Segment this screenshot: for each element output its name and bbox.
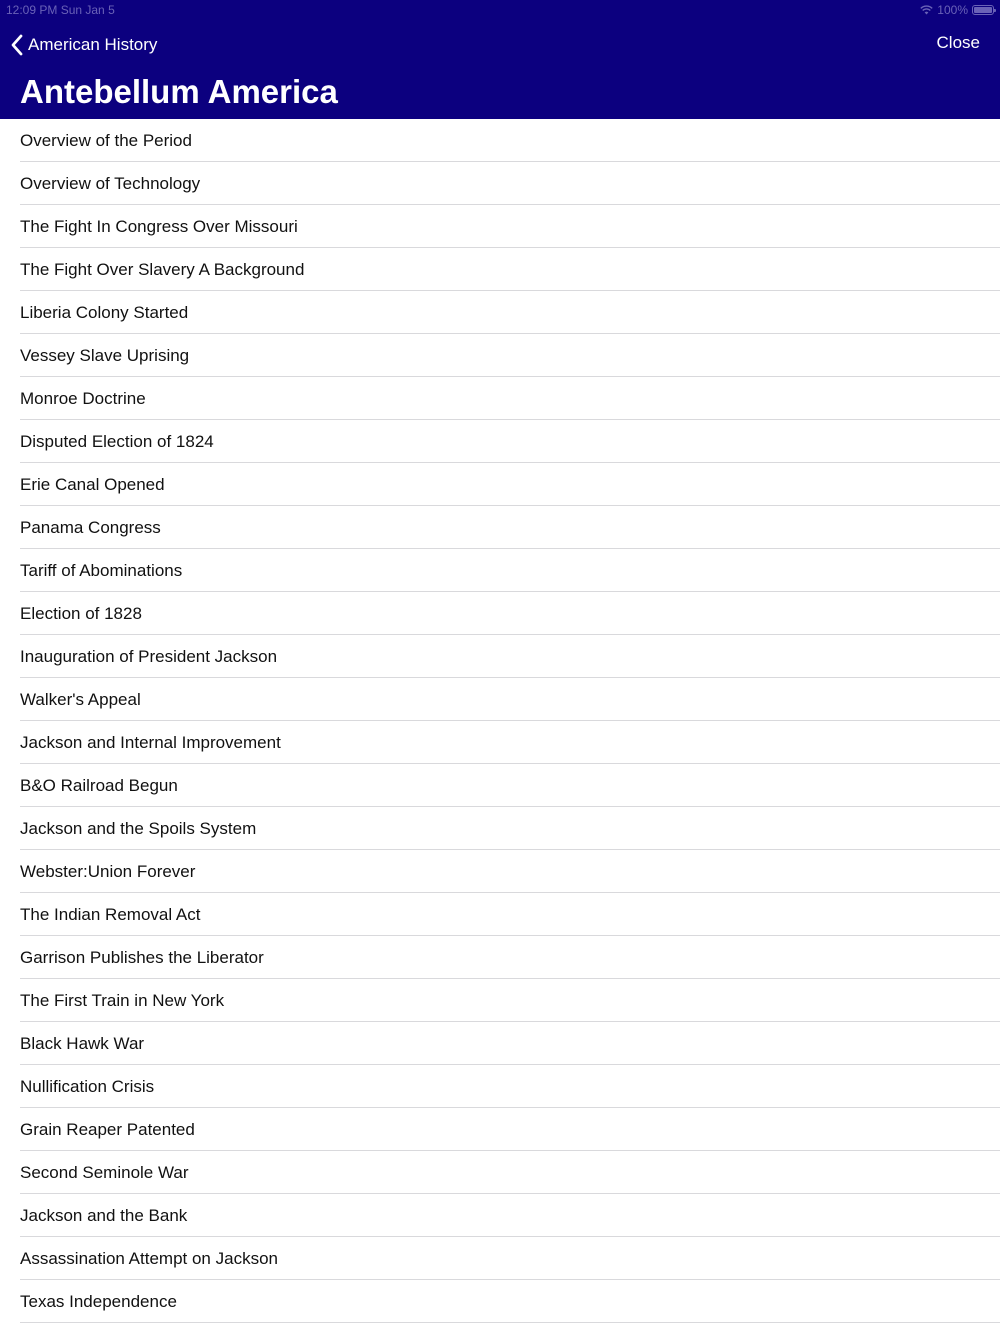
list-item-label: The First Train in New York <box>20 991 225 1010</box>
chevron-left-icon <box>10 34 24 56</box>
list-item[interactable] <box>0 377 1000 420</box>
list-item[interactable] <box>0 721 1000 764</box>
list-item-label: The Indian Removal Act <box>20 905 201 924</box>
list-item-label: Texas Independence <box>20 1292 177 1311</box>
list-item[interactable] <box>0 936 1000 979</box>
list-item-label: The Fight Over Slavery A Background <box>20 260 305 279</box>
status-indicators <box>920 3 994 17</box>
list-item-label: Jackson and Internal Improvement <box>20 733 281 752</box>
list-item[interactable] <box>0 979 1000 1022</box>
list-item-label: Election of 1828 <box>20 604 142 623</box>
list-item-label: Monroe Doctrine <box>20 389 146 408</box>
list-item-label: Overview of the Period <box>20 131 192 150</box>
list-item-label: Webster:Union Forever <box>20 862 196 881</box>
list-item-label: Vessey Slave Uprising <box>20 346 190 365</box>
list-item[interactable] <box>0 1194 1000 1237</box>
list-item[interactable] <box>0 549 1000 592</box>
list-item[interactable] <box>0 420 1000 463</box>
list-item-label: Grain Reaper Patented <box>20 1120 195 1139</box>
list-item-label: The Fight In Congress Over Missouri <box>20 217 298 236</box>
list-item[interactable] <box>0 635 1000 678</box>
list-item[interactable] <box>0 248 1000 291</box>
list-item[interactable] <box>0 162 1000 205</box>
list-item-label: Nullification Crisis <box>20 1077 155 1096</box>
list-item[interactable] <box>0 807 1000 850</box>
list-item[interactable] <box>0 506 1000 549</box>
list-item[interactable] <box>0 893 1000 936</box>
list-item[interactable] <box>0 291 1000 334</box>
topic-list <box>0 119 1000 1323</box>
list-item-label: Jackson and the Bank <box>20 1206 188 1225</box>
list-item-label: Second Seminole War <box>20 1163 189 1182</box>
list-item-label: Walker's Appeal <box>20 690 141 709</box>
battery-percent: 100% <box>937 3 968 17</box>
list-item[interactable] <box>0 1151 1000 1194</box>
status-time: 12:09 PM Sun Jan 5 <box>6 3 115 17</box>
list-item-label: Garrison Publishes the Liberator <box>20 948 264 967</box>
list-item-label: B&O Railroad Begun <box>20 776 178 795</box>
navigation-header <box>0 0 1000 119</box>
list-item-label: Black Hawk War <box>20 1034 145 1053</box>
list-item[interactable] <box>0 205 1000 248</box>
list-item[interactable] <box>0 678 1000 721</box>
list-item[interactable] <box>0 1108 1000 1151</box>
status-bar <box>0 0 1000 20</box>
list-item-label: Overview of Technology <box>20 174 201 193</box>
wifi-icon <box>920 5 933 15</box>
close-button[interactable]: Close <box>936 33 980 52</box>
list-item-label: Disputed Election of 1824 <box>20 432 214 451</box>
list-item-label: Tariff of Abominations <box>20 561 183 580</box>
list-item-label: Inauguration of President Jackson <box>20 647 278 666</box>
list-item[interactable] <box>0 1237 1000 1280</box>
list-item[interactable] <box>0 850 1000 893</box>
list-item[interactable] <box>0 764 1000 807</box>
list-item[interactable] <box>0 1280 1000 1323</box>
list-item[interactable] <box>0 463 1000 506</box>
list-item[interactable] <box>0 592 1000 635</box>
list-item[interactable] <box>0 1065 1000 1108</box>
back-button[interactable] <box>10 32 157 58</box>
list-item[interactable] <box>0 1022 1000 1065</box>
page-title: Antebellum America <box>20 73 338 110</box>
list-item-label: Liberia Colony Started <box>20 303 189 322</box>
list-item-label: Assassination Attempt on Jackson <box>20 1249 278 1268</box>
battery-icon <box>972 5 994 15</box>
list-item-label: Jackson and the Spoils System <box>20 819 257 838</box>
list-item[interactable] <box>0 119 1000 162</box>
list-item-label: Panama Congress <box>20 518 161 537</box>
back-button-label: American History <box>28 35 158 54</box>
list-item[interactable] <box>0 334 1000 377</box>
list-item-label: Erie Canal Opened <box>20 475 165 494</box>
